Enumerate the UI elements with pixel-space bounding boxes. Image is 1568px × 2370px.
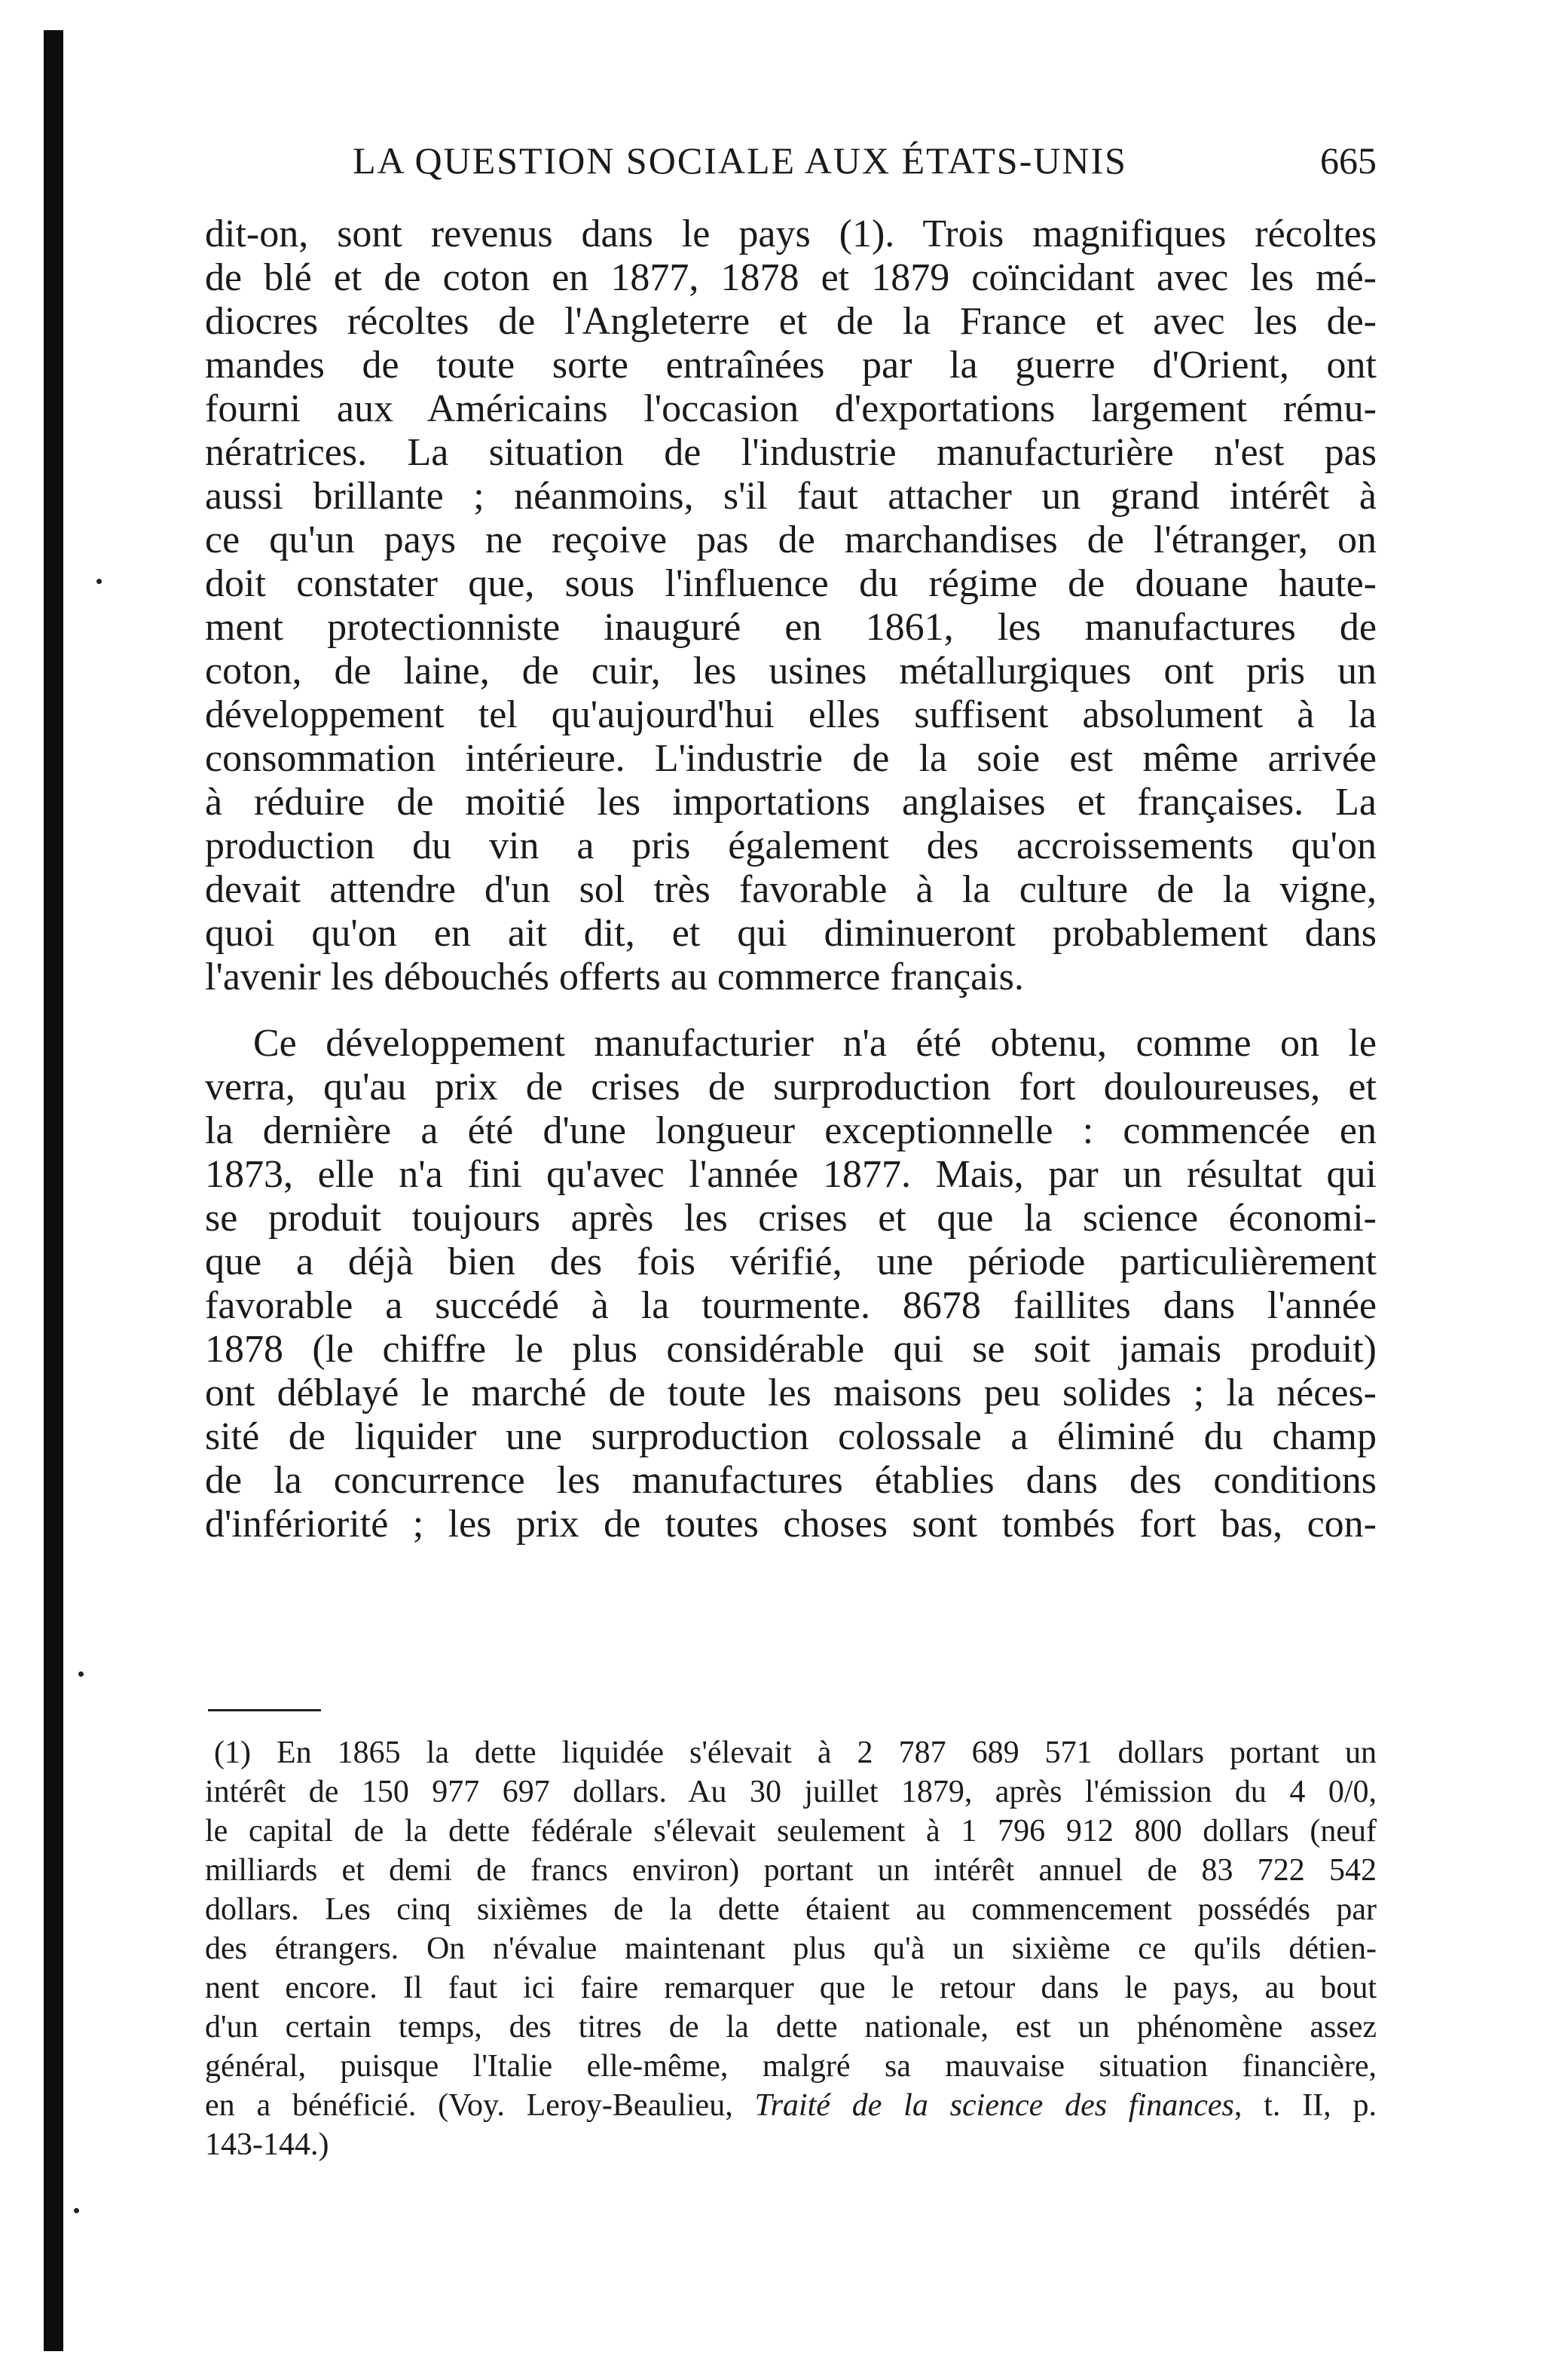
text-line: verra, qu'au prix de crises de surproduction fort douloureuses, et: [205, 1066, 1377, 1109]
citation-prefix: en a bénéficié. (Voy. Leroy-Beaulieu,: [205, 2088, 755, 2123]
text-line: consommation intérieure. L'industrie de la soie est même arrivée: [205, 737, 1377, 780]
text-line: devait attendre d'un sol très favorable à la culture de la vigne,: [205, 868, 1377, 911]
paragraph-2: [205, 1022, 1377, 1546]
page-number: 665: [1320, 139, 1377, 182]
text-line: se produit toujours après les crises et que la science économi-: [205, 1197, 1377, 1240]
citation-book-title: Traité de la science des finances: [754, 2088, 1234, 2123]
text-line: ont déblayé le marché de toute les maisons peu solides ; la néces-: [205, 1372, 1377, 1414]
text-line: 1873, elle n'a fini qu'avec l'année 1877. Mais, par un résultat qui: [205, 1153, 1377, 1196]
text-line: que a déjà bien des fois vérifié, une période particulièrement: [205, 1240, 1377, 1283]
text-line: aussi brillante ; néanmoins, s'il faut attacher un grand intérêt à: [205, 475, 1377, 518]
footnote-line: d'un certain temps, des titres de la dette nationale, est un phénomène assez: [205, 2010, 1377, 2044]
text-line: d'infériorité ; les prix de toutes choses sont tombés fort bas, con-: [205, 1503, 1377, 1546]
footnote-line: des étrangers. On n'évalue maintenant plus qu'à un sixième ce qu'ils détien-: [205, 1931, 1377, 1966]
text-line: production du vin a pris également des accroissements qu'on: [205, 824, 1377, 867]
footnote-line: le capital de la dette fédérale s'élevait seulement à 1 796 912 800 dollars (neuf: [205, 1814, 1377, 1849]
text-line: nératrices. La situation de l'industrie manufacturière n'est pas: [205, 431, 1377, 474]
text-line: Ce développement manufacturier n'a été obtenu, comme on le: [253, 1022, 1377, 1065]
text-line: de la concurrence les manufactures établies dans des conditions: [205, 1459, 1377, 1502]
text-line: quoi qu'on en ait dit, et qui diminueront probablement dans: [205, 912, 1377, 955]
text-line: dit-on, sont revenus dans le pays (1). Trois magnifiques récoltes: [205, 213, 1377, 255]
text-line: la dernière a été d'une longueur exceptionnelle : commencée en: [205, 1109, 1377, 1152]
paragraph-1: [205, 213, 1377, 999]
citation-suffix: , t. II, p.: [1233, 2088, 1377, 2123]
footnote-line: (1) En 1865 la dette liquidée s'élevait à 2 787 689 571 dollars portant un: [214, 1735, 1377, 1770]
text-line: l'avenir les débouchés offerts au commerce français.: [205, 956, 1024, 998]
text-line: fourni aux Américains l'occasion d'exportations largement rému-: [205, 387, 1377, 430]
text-line: sité de liquider une surproduction colossale a éliminé du champ: [205, 1415, 1377, 1458]
text-line: ment protectionniste inauguré en 1861, les manufactures de: [205, 606, 1377, 649]
page-edge-shadow: [44, 30, 63, 2351]
footnote-line: nent encore. Il faut ici faire remarquer que le retour dans le pays, au bout: [205, 1971, 1377, 2005]
footnote-line: milliards et demi de francs environ) portant un intérêt annuel de 83 722 542: [205, 1853, 1377, 1888]
paragraph-gap: [205, 999, 1377, 1022]
text-line: à réduire de moitié les importations anglaises et françaises. La: [205, 781, 1377, 824]
text-line: mandes de toute sorte entraînées par la guerre d'Orient, ont: [205, 344, 1377, 387]
footnote-line: général, puisque l'Italie elle-même, malgré sa mauvaise situation financière,: [205, 2049, 1377, 2084]
page-header: [197, 134, 1377, 187]
footnote-divider: [208, 1709, 321, 1711]
text-line: ce qu'un pays ne reçoive pas de marchandises de l'étranger, on: [205, 518, 1377, 561]
text-line: favorable a succédé à la tourmente. 8678 faillites dans l'année: [205, 1284, 1377, 1327]
footnote: [205, 1733, 1377, 2164]
text-line: diocres récoltes de l'Angleterre et de la France et avec les de-: [205, 300, 1377, 343]
text-line: doit constater que, sous l'influence du régime de douane haute-: [205, 562, 1377, 605]
text-line: coton, de laine, de cuir, les usines métallurgiques ont pris un: [205, 650, 1377, 693]
main-text: [205, 213, 1377, 1546]
footnote-line: 143-144.): [205, 2127, 329, 2162]
text-line: 1878 (le chiffre le plus considérable qui se soit jamais produit): [205, 1328, 1377, 1371]
running-title: LA QUESTION SOCIALE AUX ÉTATS-UNIS: [353, 139, 1127, 182]
footnote-citation-line: [205, 2086, 1377, 2125]
text-line: de blé et de coton en 1877, 1878 et 1879 coïncidant avec les mé-: [205, 256, 1377, 299]
footnote-line: intérêt de 150 977 697 dollars. Au 30 juillet 1879, après l'émission du 4 0/0,: [205, 1775, 1377, 1809]
footnote-line: dollars. Les cinq sixièmes de la dette étaient au commencement possédés par: [205, 1892, 1377, 1927]
text-line: développement tel qu'aujourd'hui elles suffisent absolument à la: [205, 693, 1377, 736]
